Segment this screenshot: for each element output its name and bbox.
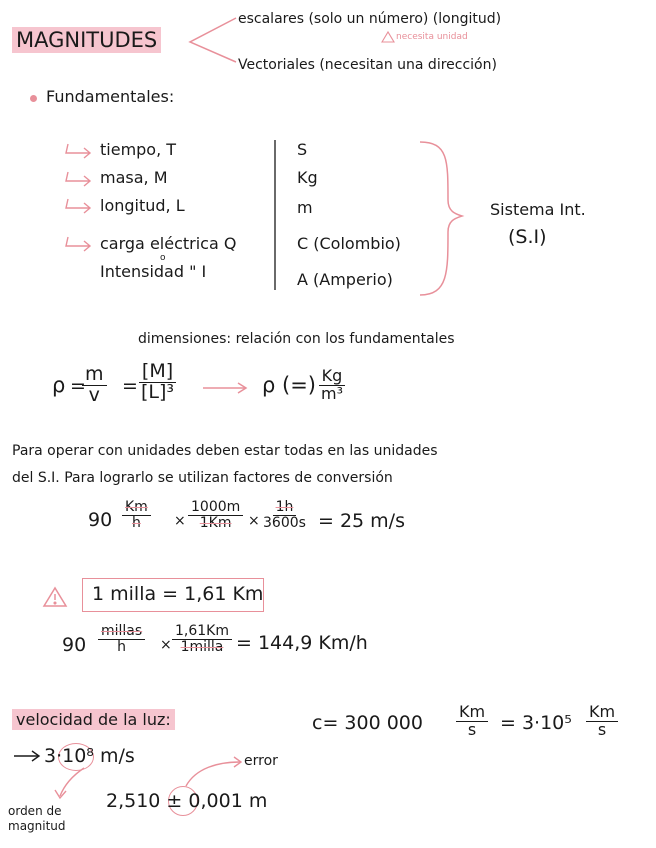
small-warning-icon [382,32,394,42]
fundamental-unit: C (Colombio) [297,234,401,253]
fraction-den: m³ [321,383,343,403]
orden-label: orden de [8,804,62,818]
light-arrow [14,751,39,761]
fraction-num: Km [122,500,151,516]
bullet-icon [30,95,37,102]
fraction-M-L3 [138,362,177,403]
hook-arrows [66,144,90,251]
times-sign: × [174,513,186,529]
fundamental-or: o [160,253,166,263]
rho-symbol: ρ [52,373,66,397]
measure-value: 2,510 ± 0,001 m [106,790,268,812]
fraction-den: s [467,719,477,739]
equals-sign: = [70,375,86,397]
equals-sign: = [122,375,138,397]
fraction-num: m [82,365,107,386]
fraction-den: h [117,638,127,655]
sistema-internacional: Sistema Int. [490,200,586,219]
density-arrow [203,383,246,393]
fraction-num: Kg [319,368,346,386]
fraction-num: millas [98,624,145,640]
fraction-num: Km [456,704,488,722]
fundamental-unit: S [297,140,308,159]
warning-triangle-icon [44,588,66,606]
sistema-abbrev: (S.I) [508,226,547,248]
conv2-fraction-1 [98,624,145,654]
magnitud-label: magnitud [8,819,66,833]
paragraph-line: Para operar con unidades deben estar todas en las unidades [12,443,438,459]
light-fraction-1 [456,704,488,739]
dimensiones-text: dimensiones: relación con los fundamentales [138,331,455,347]
magnitudes-brace [190,18,236,62]
necesita-unidad-note: necesita unidad [396,32,468,42]
fraction-den: s [597,719,607,739]
fundamental-name: masa, M [100,168,168,187]
rho-dimension: ρ (=) [262,373,316,397]
units-brace [420,142,462,295]
light-label: velocidad de la luz: [12,712,175,728]
fundamental-unit: Kg [297,168,318,187]
fundamental-name: longitud, L [100,196,185,215]
conv2-lead: 90 [62,634,87,656]
conv1-fraction-1 [122,500,151,530]
times-sign: × [248,513,260,529]
fundamentales-heading: Fundamentales: [46,87,175,106]
fraction-num: Km [586,704,618,722]
light-fraction-2 [586,704,618,739]
paragraph-line: del S.I. Para lograrlo se utilizan factores de conversión [12,470,393,486]
conv1-fraction-3 [260,500,309,530]
orden-arrow [55,768,84,798]
times-sign: × [160,637,172,653]
fraction-kg-m3 [318,368,346,403]
fraction-m-v [82,365,107,406]
fraction-num: 1h [273,500,297,516]
fraction-num: 1000m [188,500,243,516]
fundamental-name: Intensidad " I [100,262,207,281]
fundamental-name: carga eléctrica Q [100,234,237,253]
light-arrow-value: 3·10⁸ m/s [44,745,135,767]
light-equals: = 3·10⁵ [500,712,572,734]
fundamental-unit: m [297,198,313,217]
conv2-result: = 144,9 Km/h [236,632,368,654]
fraction-den: 3600s [263,514,306,531]
fraction-den: v [88,383,100,406]
warning-text: 1 milla = 1,61 Km [92,583,264,605]
branch-vectoriales: Vectoriales (necesitan una dirección) [238,57,497,73]
fundamental-name: tiempo, T [100,140,177,159]
error-arrow [186,757,241,786]
fraction-den: 1milla [180,638,224,655]
fraction-num: 1,61Km [172,624,232,640]
conv1-result: = 25 m/s [318,510,405,532]
fraction-den: 1Km [199,514,232,531]
conv1-lead: 90 [88,509,113,531]
fraction-num: [M] [139,362,176,383]
error-label: error [244,753,278,769]
fundamental-unit: A (Amperio) [297,270,393,289]
page-title: MAGNITUDES [12,30,161,51]
branch-escalares: escalares (solo un número) (longitud) [238,11,502,27]
fraction-den: h [131,514,141,531]
conv2-fraction-2 [172,624,232,654]
conv1-fraction-2 [188,500,243,530]
fraction-den: [L]³ [141,380,175,403]
light-c-value: c= 300 000 [312,712,423,734]
